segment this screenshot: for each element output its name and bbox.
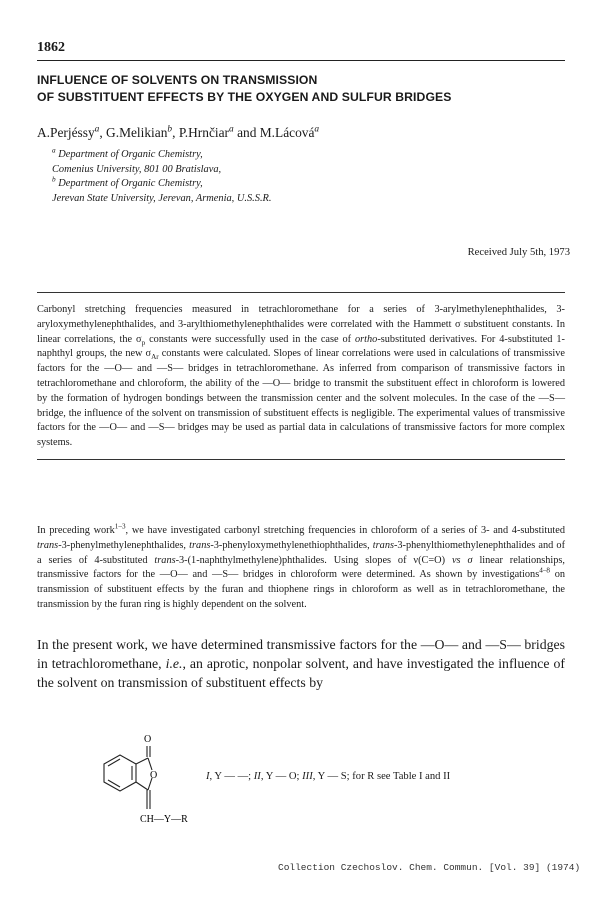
intro-text-8: on transmission of substituent effects by the furan and thiophene rings in chloroform as well as in tetrachloromethane, the transmission by the furan ring is highly dependent on the solvent. xyxy=(37,569,566,610)
ref-1-3: 1–3 xyxy=(114,522,126,531)
intro-italic-3: trans xyxy=(372,539,394,551)
compound-1-def: , Y — —; xyxy=(209,771,254,782)
benzene-ring xyxy=(104,755,136,791)
ring-oxygen-label: O xyxy=(150,770,158,781)
abstract-text-1: Carbonyl stretching frequencies measured in tetrachloromethane for a series of 3-arylmethylenephthalides, 3-aryloxymethylenephthalides, and 3-arylthiomethylenephthalides were correlated with the Hammett σ substituent constants. In linear correlations, the σ xyxy=(37,304,565,345)
author-list: A.Perjéssy$^a$, G.Melikian$^b$, P.Hrnčiar$^a$ and M.Lácová$^a$ xyxy=(37,124,320,140)
abstract xyxy=(37,292,565,460)
affiliation-a-dept: Department of Organic Chemistry, xyxy=(58,149,203,160)
compound-legend xyxy=(206,771,450,782)
intro-italic-5: vs σ xyxy=(451,554,473,566)
author-1: A.Perjéssy xyxy=(37,125,95,140)
author-2: G.Melikian xyxy=(106,125,168,140)
compound-3-def: , Y — S; for R see Table I and II xyxy=(312,771,451,782)
abstract-sub-p: p xyxy=(141,338,146,347)
author-1-affil: a xyxy=(94,124,100,135)
received-date: Received July 5th, 1973 xyxy=(467,247,570,258)
title-line-1: INFLUENCE OF SOLVENTS ON TRANSMISSION xyxy=(37,73,318,87)
abstract-text-3: -substituted derivatives. For 4-substituted 1-naphthyl groups, the new σ xyxy=(37,333,565,360)
author-3-affil: a xyxy=(229,124,234,135)
abstract-italic-ortho: ortho xyxy=(355,333,378,345)
compound-3-label: III xyxy=(302,771,313,782)
affiliation-a-line-1 xyxy=(52,148,272,163)
page-number: 1862 xyxy=(37,40,65,55)
intro-text-3: -3-phenylmethylenephthalides, xyxy=(58,539,190,551)
author-3: P.Hrnčiar xyxy=(178,125,230,140)
intro-italic-1: trans xyxy=(37,539,59,551)
intro-italic-4: trans xyxy=(154,554,176,566)
present-italic-ie: i.e. xyxy=(165,656,183,671)
present-text-1: In the present work, we have determined transmissive factors for the —O— and —S— bridges in tetrachloromethane, xyxy=(37,637,565,671)
intro-text-2: , we have investigated carbonyl stretching frequencies in chloroform of a series of 3- and 4-substituted xyxy=(125,525,565,536)
article-title xyxy=(37,72,577,106)
compound-2-label: II xyxy=(253,771,261,782)
abstract-sub-ar: Ar xyxy=(151,353,159,362)
ref-4-8: 4–8 xyxy=(539,566,551,575)
affiliation-b-mark: b xyxy=(52,175,56,184)
intro-text-7: linear relationships, transmissive factors for the —O— and —S— bridges in chloroform were determined. As shown by investigations xyxy=(37,554,565,581)
intro-text-5: -3-phenylthiomethylenephthalides and of a series of 4-substituted xyxy=(37,539,566,566)
carbonyl-oxygen-label: O xyxy=(144,734,152,745)
affiliation-a-mark: a xyxy=(52,146,56,155)
present-text-2: , an aprotic, nonpolar solvent, and have investigated the influence of the solvent on transmission of substituent effects by xyxy=(37,656,565,690)
present-work-paragraph xyxy=(37,635,565,692)
header-rule xyxy=(37,60,565,61)
author-2-affil: b xyxy=(167,124,173,135)
abstract-text-4: constants were calculated. Slopes of linear correlations were used in calculations of transmissive factors for the —O— and —S— bridges in tetrachloromethane. As inferred from comparison of transmissive factors in tetrachloromethane and chloroform, the ability of the —O— bridge to transmit the substituent effect in chloroform is lowered by the formation of hydrogen bondings between the transmission center and the solvent molecules. In the case of the —S— bridge, the influence of the solvent on transmission of substituent effects is negligible. The experimental values of transmissive factors for the —O— and —S— bridges may be used as partial data in calculations of transmissive factors for more complex systems. xyxy=(37,348,565,449)
compound-1-label: I xyxy=(206,771,210,782)
intro-text-4: -3-phenyloxymethylenethiophthalides, xyxy=(210,539,373,551)
intro-italic-2: trans xyxy=(189,539,211,551)
author-4-affil: a xyxy=(314,124,320,135)
title-line-2: OF SUBSTITUENT EFFECTS BY THE OXYGEN AND SULFUR BRIDGES xyxy=(37,90,452,104)
author-conjunction: and xyxy=(237,125,257,140)
abstract-text-2: constants were successfully used in the case of xyxy=(145,333,356,345)
intro-paragraph xyxy=(37,524,565,613)
affiliation-b-line-2: Jerevan State University, Jerevan, Armenia, U.S.S.R. xyxy=(52,192,272,204)
intro-text-1: In preceding work xyxy=(37,525,115,536)
affiliation-b-line-1 xyxy=(52,177,272,192)
affiliation-b-dept: Department of Organic Chemistry, xyxy=(58,178,203,190)
ring-carbon-bond xyxy=(136,782,148,790)
intro-text-6: -3-(1-naphthylmethylene)phthalides. Using slopes of ν(C=O) xyxy=(175,554,452,566)
journal-footer: Collection Czechoslov. Chem. Commun. [Vol. 39] (1974) xyxy=(278,862,581,873)
affiliation-a-line-2: Comenius University, 801 00 Bratislava, xyxy=(52,163,222,175)
side-chain-label: CH—Y—R xyxy=(140,814,188,825)
carbonyl-bond xyxy=(136,758,148,764)
affiliations xyxy=(52,148,272,206)
compound-2-def: , Y — O; xyxy=(260,771,303,782)
author-4: M.Lácová xyxy=(259,125,315,140)
